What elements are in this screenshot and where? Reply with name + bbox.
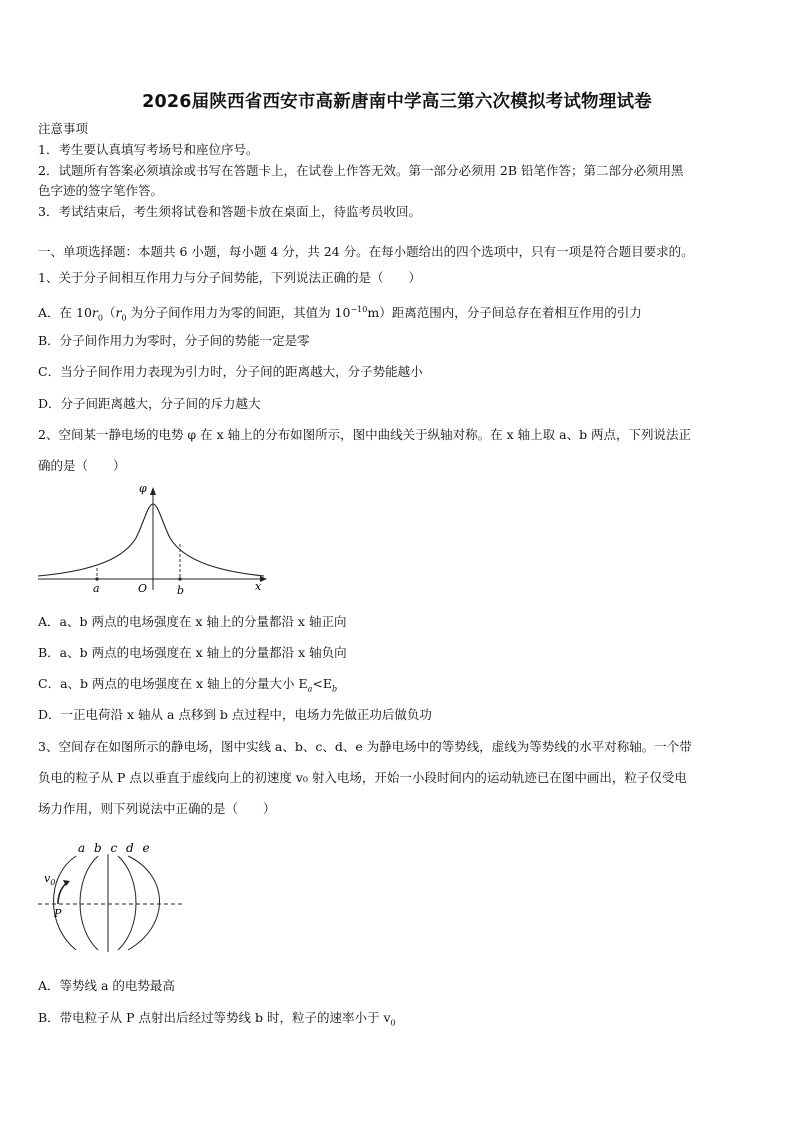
q2-option-b: B．a、b 两点的电场强度在 x 轴上的分量都沿 x 轴负向 — [38, 645, 347, 660]
q1-option-d: D．分子间距离越大，分子间的斥力越大 — [38, 396, 261, 411]
q3-stem-line2: 负电的粒子从 P 点以垂直于虚线向上的初速度 v₀ 射入电场，开始一小段时间内的运动轨迹已在图中画出，粒子仅受电 — [38, 770, 687, 785]
page-title: 2026届陕西省西安市高新唐南中学高三第六次模拟考试物理试卷 — [142, 92, 652, 112]
notice-heading: 注意事项 — [38, 121, 89, 136]
q2-stem-line1: 2、空间某一静电场的电势 φ 在 x 轴上的分布如图所示，图中曲线关于纵轴对称。在 x 轴上取 a、b 两点，下列说法正 — [38, 427, 692, 442]
potential-graph — [36, 478, 270, 598]
q2-option-a: A．a、b 两点的电场强度在 x 轴上的分量都沿 x 轴正向 — [38, 614, 347, 629]
section-heading: 一、单项选择题：本题共 6 小题，每小题 4 分，共 24 分。在每小题给出的四个选项中，只有一项是符合题目要求的。 — [38, 244, 694, 259]
equipotential-line-a — [54, 856, 77, 950]
q2-option-d: D．一正电荷沿 x 轴从 a 点移到 b 点过程中，电场力先做正功后做负功 — [38, 707, 432, 722]
x-label: x — [255, 580, 262, 593]
point-p-label: P — [54, 907, 62, 920]
q1-option-c: C．当分子间作用力表现为引力时，分子间的距离越大，分子势能越小 — [38, 364, 423, 379]
equipotential-figure — [36, 836, 186, 958]
equipotential-line-d — [118, 856, 136, 950]
notice-item-3: 3．考试结束后，考生须将试卷和答题卡放在桌面上，待监考员收回。 — [38, 204, 421, 219]
equipotential-line-e — [128, 856, 160, 950]
potential-curve — [38, 504, 264, 576]
q3-stem-line1: 3、空间存在如图所示的静电场，图中实线 a、b、c、d、e 为静电场中的等势线，虚线为等势线的水平对称轴。一个带 — [38, 739, 692, 754]
q2-stem-line2: 确的是（ ） — [38, 458, 126, 473]
notice-item-2: 2．试题所有答案必须填涂或书写在答题卡上，在试卷上作答无效。第一部分必须用 2B 铅笔作答；第二部分必须用黑 — [38, 163, 684, 178]
notice-item-1: 1．考生要认真填写考场号和座位序号。 — [38, 142, 259, 157]
origin-label: O — [138, 582, 148, 595]
equipotential-line-b — [80, 856, 98, 950]
q2-option-c: C．a、b 两点的电场强度在 x 轴上的分量大小 $E_a<E_b$ — [38, 676, 338, 694]
notice-item-2-cont: 色字迹的签字笔作答。 — [38, 183, 164, 198]
point-b-label: b — [177, 584, 185, 597]
q1-option-a: A．在 $10r_0(r_0$ 为分子间作用力为零的间距，其值为 $10^{-10}m$）距离范围内，分子间总存在着相互作用的引力 — [38, 305, 642, 323]
q3-option-a: A．等势线 a 的电势最高 — [38, 978, 175, 993]
phi-axis-arrow — [150, 487, 156, 495]
phi-label: φ — [139, 482, 147, 495]
point-b-dot — [178, 577, 181, 580]
equipotential-labels: a b c d e — [78, 841, 153, 855]
point-a-label: a — [93, 582, 100, 595]
q3-option-b: B．带电粒子从 P 点射出后经过等势线 b 时，粒子的速率小于 $v_0$ — [38, 1010, 396, 1028]
point-a-dot — [95, 577, 98, 580]
q1-stem: 1、关于分子间相互作用力与分子间势能，下列说法正确的是（ ） — [38, 270, 421, 285]
v0-label: $v_0$ — [44, 872, 56, 887]
q3-stem-line3: 场力作用，则下列说法中正确的是（ ） — [38, 801, 276, 816]
q1-option-b: B．分子间作用力为零时，分子间的势能一定是零 — [38, 333, 310, 348]
